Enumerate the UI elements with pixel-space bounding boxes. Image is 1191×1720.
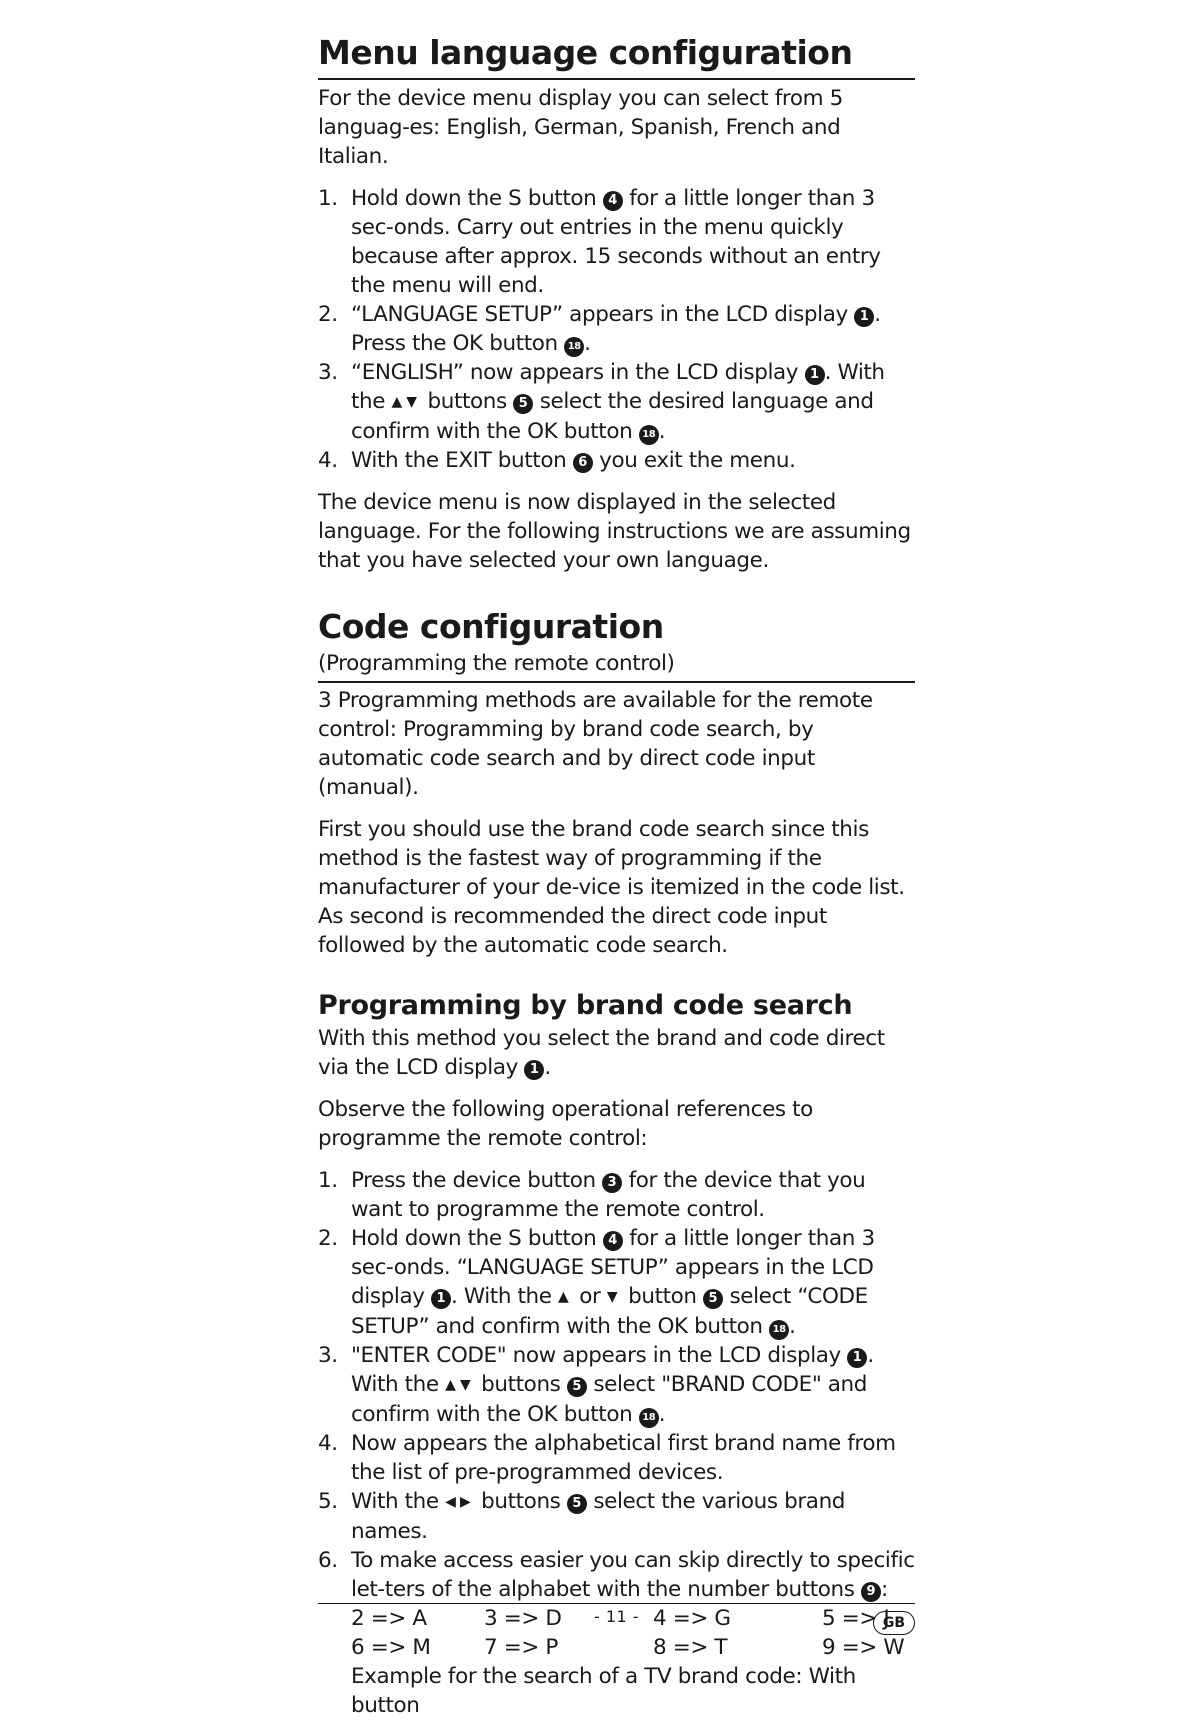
code-configuration-subtitle: (Programming the remote control) bbox=[318, 651, 675, 676]
list-item: 1. Hold down the S button 4 for a little longer than 3 sec-onds. Carry out entries in the menu quickly because after approx. 15 seconds without an entry the menu will end. bbox=[318, 186, 881, 298]
button-9-badge: 9 bbox=[861, 1582, 881, 1602]
up-arrow-icon: ▲ bbox=[558, 1289, 573, 1305]
brand-code-search-steps bbox=[318, 1166, 915, 1720]
button-3-badge: 3 bbox=[602, 1173, 622, 1193]
list-item: 6. To make access easier you can skip directly to specific let-ters of the alphabet with the number buttons 9 : 2 => A 3 => D 4 => G 5 => J 6 => M 7 => P 8 => T 9 => W Example for the search of a TV brand code: With button bbox=[318, 1548, 915, 1718]
brand-code-search-title: Programming by brand code search bbox=[318, 990, 853, 1021]
button-1-badge: 1 bbox=[431, 1289, 451, 1309]
button-4-badge: 4 bbox=[603, 1231, 623, 1251]
example-text: Example for the search of a TV brand code: With button bbox=[351, 1664, 856, 1718]
letter-table-row: 6 => M 7 => P 8 => T 9 => W bbox=[351, 1635, 905, 1660]
page-footer bbox=[318, 1603, 915, 1634]
button-18-badge: 18 bbox=[639, 1408, 659, 1428]
code-configuration-title: Code configuration bbox=[318, 607, 664, 646]
button-18-badge: 18 bbox=[564, 337, 584, 357]
button-5-badge: 5 bbox=[703, 1289, 723, 1309]
letter-table-row: 2 => A 3 => D 4 => G 5 => J bbox=[351, 1606, 890, 1631]
list-item: 2. “LANGUAGE SETUP” appears in the LCD display 1 . Press the OK button 18 . bbox=[318, 302, 881, 356]
button-1-badge: 1 bbox=[854, 307, 874, 327]
up-down-arrows-icon: ▲▼ bbox=[391, 394, 422, 410]
button-6-badge: 6 bbox=[573, 453, 593, 473]
brand-code-search-p2: Observe the following operational references to programme the remote control: bbox=[318, 1097, 813, 1151]
list-item: 4. Now appears the alphabetical first brand name from the list of pre-programmed devices. bbox=[318, 1431, 896, 1485]
menu-language-intro: For the device menu display you can select from 5 languag-es: English, German, Spanish, French and Italian. bbox=[318, 86, 843, 169]
list-item: 3. “ENGLISH” now appears in the LCD display 1 . With the ▲▼ buttons 5 select the desired language and confirm with the OK button 18 . bbox=[318, 360, 885, 444]
menu-language-steps bbox=[318, 184, 915, 475]
button-18-badge: 18 bbox=[769, 1320, 789, 1340]
menu-language-title: Menu language configuration bbox=[318, 33, 853, 72]
list-item: 2. Hold down the S button 4 for a little longer than 3 sec-onds. “LANGUAGE SETUP” appears in the LCD display 1 . With the ▲ or ▼ button 5 select “CODE SETUP” and confirm with the OK button 18 . bbox=[318, 1226, 875, 1339]
list-item: 5. With the ◀▶ buttons 5 select the various brand names. bbox=[318, 1489, 846, 1544]
button-18-badge: 18 bbox=[639, 425, 659, 445]
code-configuration-p2: First you should use the brand code search since this method is the fastest way of programming if the manufacturer of your de-vice is itemized in the code list. As second is recommended the direct code input followed by the automatic code search. bbox=[318, 817, 905, 958]
brand-code-search-p1: With this method you select the brand and code direct via the LCD display 1 . bbox=[318, 1026, 885, 1080]
code-configuration-p1: 3 Programming methods are available for the remote control: Programming by brand code search, by automatic code search and by direct code input (manual). bbox=[318, 688, 873, 800]
left-right-arrows-icon: ◀▶ bbox=[445, 1494, 475, 1510]
button-1-badge: 1 bbox=[847, 1348, 867, 1368]
up-down-arrows-icon: ▲▼ bbox=[445, 1377, 475, 1393]
button-4-badge: 4 bbox=[603, 191, 623, 211]
down-arrow-icon: ▼ bbox=[606, 1289, 622, 1305]
page-content bbox=[318, 28, 915, 1720]
page-number: - 11 - bbox=[593, 1607, 640, 1626]
button-5-badge: 5 bbox=[567, 1494, 587, 1514]
button-5-badge: 5 bbox=[567, 1377, 587, 1397]
button-1-badge: 1 bbox=[805, 365, 825, 385]
list-item: 3. "ENTER CODE" now appears in the LCD display 1 . With the ▲▼ buttons 5 select "BRAND CODE" and confirm with the OK button 18 . bbox=[318, 1343, 874, 1427]
country-badge: GB bbox=[873, 1611, 915, 1635]
list-item: 4. With the EXIT button 6 you exit the menu. bbox=[318, 448, 796, 473]
button-1-badge: 1 bbox=[524, 1060, 544, 1080]
list-item: 1. Press the device button 3 for the device that you want to programme the remote control. bbox=[318, 1168, 866, 1222]
menu-language-outro: The device menu is now displayed in the selected language. For the following instructions we are assuming that you have selected your own language. bbox=[318, 490, 911, 573]
button-5-badge: 5 bbox=[513, 394, 533, 414]
